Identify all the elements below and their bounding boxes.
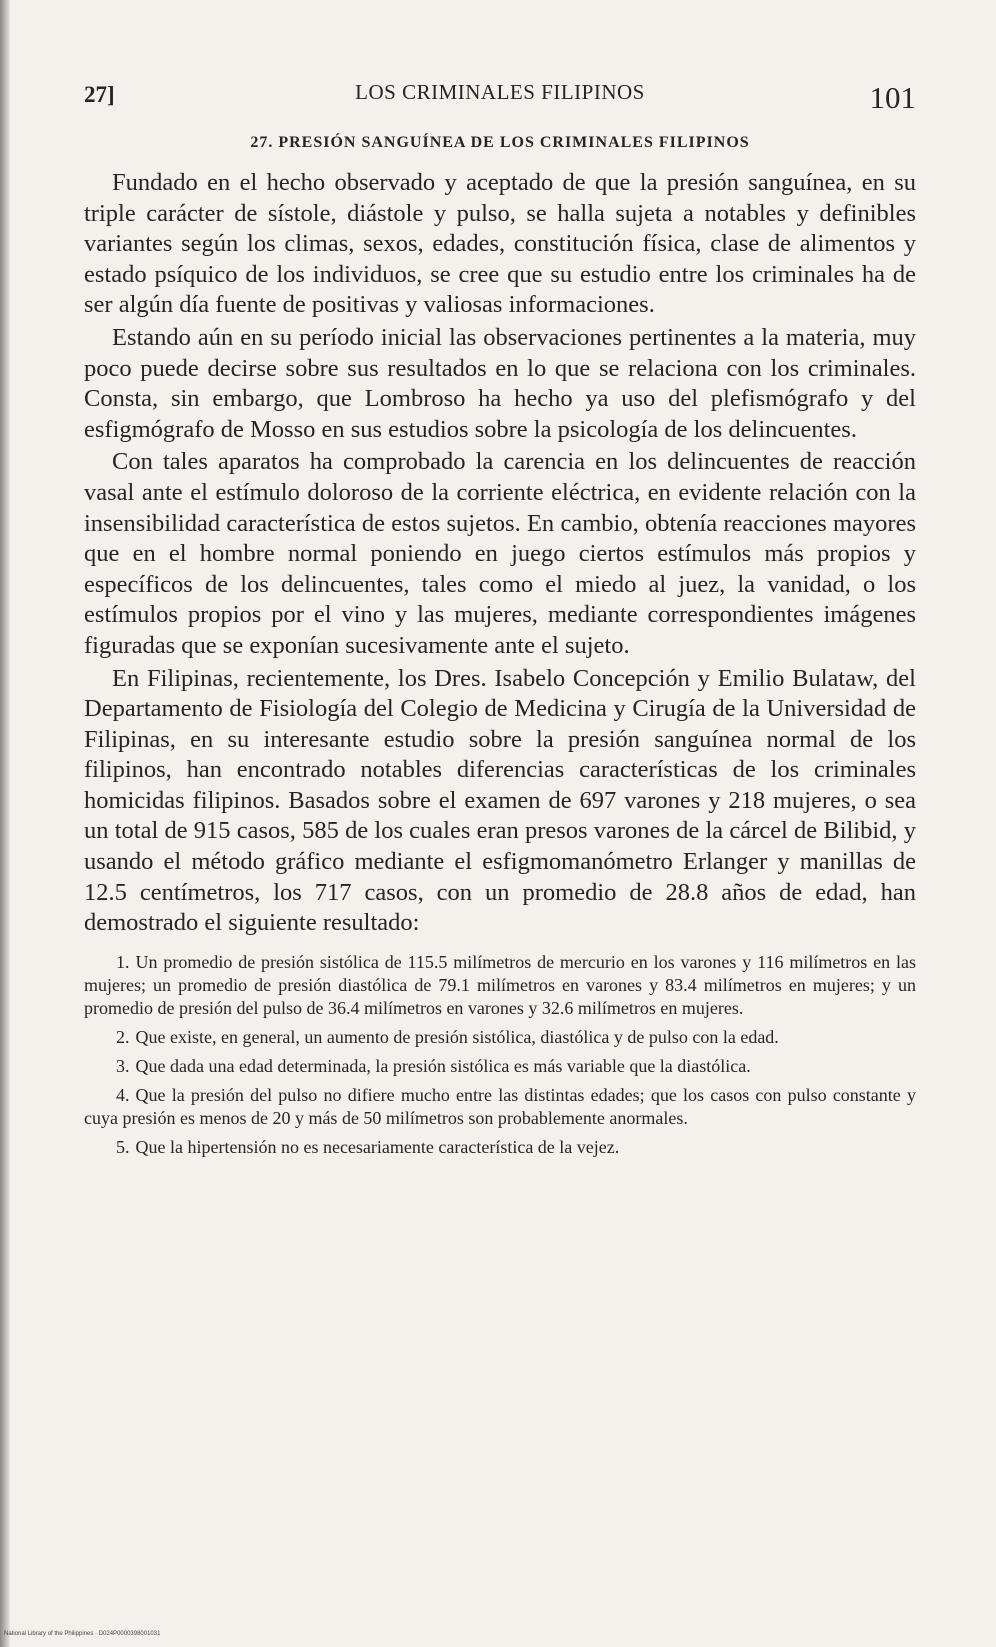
finding-number: 4. bbox=[116, 1084, 130, 1105]
finding-item bbox=[84, 1084, 916, 1130]
paragraph: Con tales aparatos ha comprobado la carencia en los delincuentes de reacción vasal ante el estímulo doloroso de la corriente eléctrica, en evidente relación con la insensibilidad característica de estos sujetos. En cambio, obtenía reacciones mayores que en el hombre normal poniendo en juego ciertos estímulos más propios y específicos de los delincuentes, tales como el miedo al juez, la vanidad, o los estímulos propios por el vino y las mujeres, mediante correspondientes imágenes figuradas que se exponían sucesivamente ante el sujeto. bbox=[84, 448, 916, 659]
findings-list bbox=[84, 951, 916, 1159]
finding-number: 2. bbox=[116, 1026, 130, 1047]
section-heading: 27. PRESIÓN SANGUÍNEA DE LOS CRIMINALES FILIPINOS bbox=[250, 134, 750, 151]
finding-text: Que la hipertensión no es necesariamente característica de la vejez. bbox=[135, 1136, 620, 1157]
scan-footer-mark: National Library of the Philippines · D024P0000398001031 bbox=[4, 1631, 161, 1637]
page-number: 101 bbox=[869, 80, 916, 115]
running-head bbox=[84, 72, 916, 122]
finding-number: 3. bbox=[116, 1055, 130, 1076]
paragraph: Fundado en el hecho observado y aceptado de que la presión sanguínea, en su triple carácter de sístole, diástole y pulso, se halla sujeta a notables y definibles variantes según los climas, sexos, edades, constitución física, clase de alimentos y estado psíquico de los individuos, se cree que su estudio entre los criminales ha de ser algún día fuente de positivas y valiosas informaciones. bbox=[84, 169, 916, 319]
finding-text: Un promedio de presión sistólica de 115.5 milímetros de mercurio en los varones y 116 milímetros en las mujeres; un promedio de presión diastólica de 79.1 milímetros en varones y 83.4 milímetros en mujeres; y un promedio de presión del pulso de 36.4 milímetros en varones y 32.6 milímetros en mujeres. bbox=[84, 951, 916, 1018]
document-page bbox=[84, 72, 916, 1165]
finding-item bbox=[84, 1055, 916, 1078]
finding-number: 5. bbox=[116, 1136, 130, 1157]
finding-number: 1. bbox=[116, 951, 130, 972]
paragraph: Estando aún en su período inicial las observaciones pertinentes a la materia, muy poco puede decirse sobre sus resultados en lo que se relaciona con los criminales. Consta, sin embargo, que Lombroso ha hecho ya uso del plefismógrafo y del esfigmógrafo de Mosso en sus estudios sobre la psicología de los delincuentes. bbox=[84, 323, 916, 443]
page-left-edge bbox=[0, 0, 10, 1647]
finding-item bbox=[84, 1136, 916, 1159]
finding-text: Que dada una edad determinada, la presión sistólica es más variable que la diastólica. bbox=[135, 1055, 751, 1076]
finding-text: Que existe, en general, un aumento de presión sistólica, diastólica y de pulso con la edad. bbox=[135, 1026, 779, 1047]
chapter-number: 27] bbox=[84, 82, 115, 107]
finding-item bbox=[84, 951, 916, 1020]
finding-text: Que la presión del pulso no difiere mucho entre las distintas edades; que los casos con pulso constante y cuya presión es menos de 20 y más de 50 milímetros son probablemente anormales. bbox=[84, 1084, 916, 1128]
paragraph: En Filipinas, recientemente, los Dres. Isabelo Concepción y Emilio Bulataw, del Departamento de Fisiología del Colegio de Medicina y Cirugía de la Universidad de Filipinas, en su interesante estudio sobre la presión sanguínea normal de los filipinos, han encontrado notables diferencias características de los criminales homicidas filipinos. Basados sobre el examen de 697 varones y 218 mujeres, o sea un total de 915 casos, 585 de los cuales eran presos varones de la cárcel de Bilibid, y usando el método gráfico mediante el esfigmomanómetro Erlanger y manillas de 12.5 centímetros, los 717 casos, con un promedio de 28.8 años de edad, han demostrado el siguiente resultado: bbox=[84, 664, 916, 937]
finding-item bbox=[84, 1026, 916, 1049]
running-title: LOS CRIMINALES FILIPINOS bbox=[355, 80, 645, 104]
